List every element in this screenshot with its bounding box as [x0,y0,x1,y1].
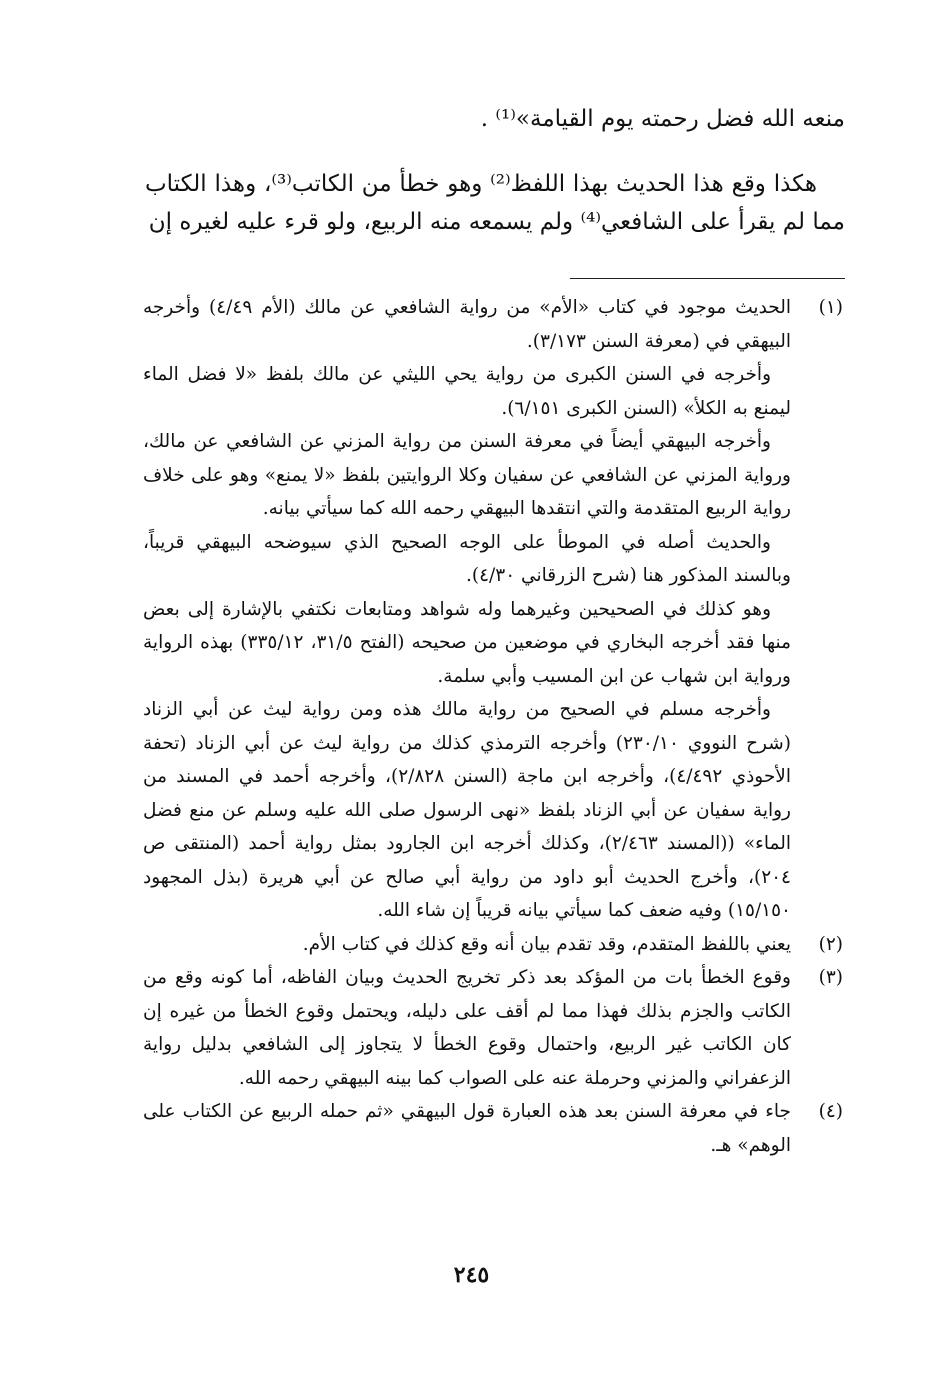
main-text-line [145,100,845,138]
footnote-paragraph: والحديث أصله في الموطأ على الوجه الصحيح الذي سيوضحه البيهقي قريباً، وبالسند المذكور هنا (شرح الزرقاني ٤/٣٠). [143,531,791,586]
footnote-paragraph: وقوع الخطأ بات من المؤكد بعد ذكر تخريج الحديث وبيان الفاظه، أما كونه وقع من الكاتب والجزم بذلك فهذا مما لم أقف على دليله، ويحتمل وقوع الخطأ من غيره إن كان الكاتب غير الربيع، واحتمال وقوع الخطأ لا يتجاوز إلى الشافعي بدليل رواية الزعفراني والمزني وحرملة عنه على الصواب كما بينه البيهقي رحمه الله. [143,967,791,1089]
footnote-number: (١) [818,297,843,318]
footnote-4 [143,1095,843,1162]
footnote-paragraph: جاء في معرفة السنن بعد هذه العبارة قول البيهقي «ثم حمله الربيع عن الكتاب على الوهم» هـ. [143,1101,791,1156]
main-text-paragraph: هكذا وقع هذا الحديث بهذا اللفظ⁽²⁾ وهو خطأ من الكاتب⁽³⁾، وهذا الكتاب مما لم يقرأ على الشافعي⁽⁴⁾ ولم يسمعه منه الربيع، ولو قرء عليه لغيره إن [145,171,845,235]
footnote-paragraph: يعني باللفظ المتقدم، وقد تقدم بيان أنه وقع كذلك في كتاب الأم. [302,933,791,955]
main-text-fragment: منعه الله فضل رحمته يوم القيامة»⁽¹⁾ . [480,106,845,132]
footnote-separator [570,278,845,279]
footnote-paragraph: وهو كذلك في الصحيحين وغيرهما وله شواهد ومتابعات نكتفي بالإشارة إلى بعض منها فقد أخرجه البخاري في موضعين من صحيحه (الفتح ٣١/٥، ٣٣٥/١٢) بهذه الرواية ورواية ابن شهاب عن ابن المسيب وأبي سلمة. [143,598,792,687]
footnote-paragraph: وأخرجه مسلم في الصحيح من رواية مالك هذه ومن رواية ليث عن أبي الزناد (شرح النووي ٢٣٠/١٠) وأخرجه الترمذي كذلك من رواية ليث عن أبي الزناد (تحفة الأحوذي ٤/٤٩٢)، وأخرجه ابن ماجة (السنن ٢/٨٢٨)، وأخرجه أحمد في المسند من رواية سفيان عن أبي الزناد بلفظ «نهى الرسول صلى الله عليه وسلم عن منع فضل الماء» ((المسند ٢/٤٦٣)، وكذلك أخرجه ابن الجارود بمثل رواية أحمد (المنتقى ص ٢٠٤)، وأخرج الحديث أبو داود من رواية أبي صالح عن أبي هريرة (بذل المجهود ١٥/١٥٠) وفيه ضعف كما سيأتي بيانه قريباً إن شاء الله. [143,699,791,921]
footnote-paragraph: وأخرجه في السنن الكبرى من رواية يحي الليثي عن مالك بلفظ «لا فضل الماء ليمنع به الكلأ» (السنن الكبرى ٦/١٥١). [143,364,791,419]
page-number: ٢٤٥ [453,1262,490,1288]
footnote-number: (٢) [818,933,843,955]
footnotes-section [143,291,843,1162]
footnote-paragraph: وأخرجه البيهقي أيضاً في معرفة السنن من رواية المزني عن الشافعي عن مالك، ورواية المزني عن الشافعي عن سفيان وكلا الروايتين بلفظ «لا يمنع» وهو على خلاف رواية الربيع المتقدمة والتي انتقدها البيهقي رحمه الله كما سيأتي بيانه. [143,431,791,519]
footnote-2 [143,928,843,962]
footnote-number: (٣) [818,967,843,988]
footnote-number: (٤) [818,1101,843,1122]
footnote-paragraph: الحديث موجود في كتاب «الأم» من رواية الشافعي عن مالك (الأم ٤/٤٩) وأخرجه البيهقي في (معرفة السنن ٣/١٧٣). [143,297,792,352]
footnote-1 [143,291,843,928]
main-text-paragraph-block [145,165,845,241]
footnote-3 [143,961,843,1095]
